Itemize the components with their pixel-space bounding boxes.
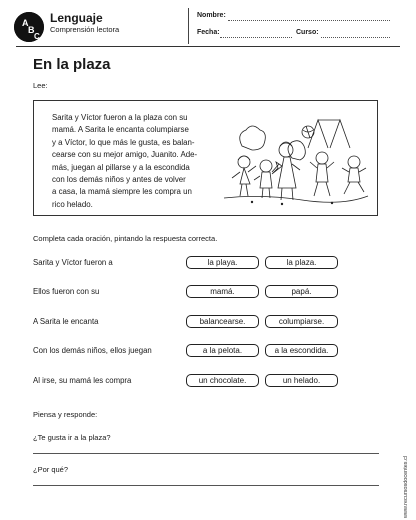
answer-option[interactable]: papá. bbox=[265, 285, 338, 298]
answer-line[interactable] bbox=[33, 453, 379, 454]
instruction-text: Completa cada oración, pintando la respuesta correcta. bbox=[33, 234, 218, 243]
exercise-prompt: A Sarita le encanta bbox=[33, 317, 99, 326]
nombre-label: Nombre: bbox=[197, 12, 226, 19]
curso-label: Curso: bbox=[296, 29, 319, 36]
story-line: mamá. A Sarita le encanta columpiarse bbox=[52, 125, 189, 135]
subject-subtitle: Comprensión lectora bbox=[50, 25, 120, 34]
page-title: En la plaza bbox=[33, 56, 111, 73]
header-divider bbox=[188, 8, 189, 44]
story-line: a casa, la mamá siempre les compra un bbox=[52, 187, 192, 197]
story-line: más, juegan al pillarse y a la escondida bbox=[52, 162, 190, 172]
answer-line[interactable] bbox=[33, 485, 379, 486]
logo-letter-a: A bbox=[22, 18, 29, 28]
story-line: con los demás niños y antes de volver bbox=[52, 175, 186, 185]
question-text: ¿Te gusta ir a la plaza? bbox=[33, 433, 111, 442]
header-rule bbox=[16, 46, 400, 47]
story-line: Sarita y Víctor fueron a la plaza con su bbox=[52, 113, 188, 122]
fecha-field[interactable] bbox=[220, 37, 292, 38]
story-line: y a Víctor, lo que más le gusta, es balan- bbox=[52, 137, 195, 147]
story-line: cearse con su mejor amigo, Juanito. Ade- bbox=[52, 150, 198, 160]
answer-option[interactable]: la playa. bbox=[186, 256, 259, 269]
lee-label: Lee: bbox=[33, 81, 48, 90]
story-line: rico helado. bbox=[52, 199, 93, 209]
park-illustration bbox=[222, 118, 370, 208]
curso-field[interactable] bbox=[321, 37, 390, 38]
answer-option[interactable]: a la pelota. bbox=[186, 344, 259, 357]
answer-option[interactable]: columpiarse. bbox=[265, 315, 338, 328]
abc-logo bbox=[14, 12, 44, 42]
exercise-prompt: Ellos fueron con su bbox=[33, 287, 100, 296]
logo-letter-c: C bbox=[34, 32, 40, 41]
answer-option[interactable]: la plaza. bbox=[265, 256, 338, 269]
answer-option[interactable]: un chocolate. bbox=[186, 374, 259, 387]
side-url bbox=[400, 360, 410, 520]
subject-title: Lenguaje bbox=[50, 11, 103, 25]
answer-option[interactable]: a la escondida. bbox=[265, 344, 338, 357]
exercise-prompt: Sarita y Víctor fueron a bbox=[33, 258, 113, 267]
nombre-field[interactable] bbox=[228, 20, 390, 21]
side-url-text: www.recursosdocentes.cl bbox=[403, 455, 409, 518]
answer-option[interactable]: un helado. bbox=[265, 374, 338, 387]
question-text: ¿Por qué? bbox=[33, 465, 69, 474]
answer-option[interactable]: balancearse. bbox=[186, 315, 259, 328]
exercise-prompt: Con los demás niños, ellos juegan bbox=[33, 346, 152, 355]
fecha-label: Fecha: bbox=[197, 29, 220, 36]
story-text bbox=[52, 112, 214, 211]
piensa-label: Piensa y responde: bbox=[33, 410, 98, 419]
logo-letter-b: B bbox=[28, 25, 35, 35]
answer-option[interactable]: mamá. bbox=[186, 285, 259, 298]
abc-logo-graphic bbox=[14, 12, 44, 42]
exercise-prompt: Al irse, su mamá les compra bbox=[33, 376, 132, 385]
